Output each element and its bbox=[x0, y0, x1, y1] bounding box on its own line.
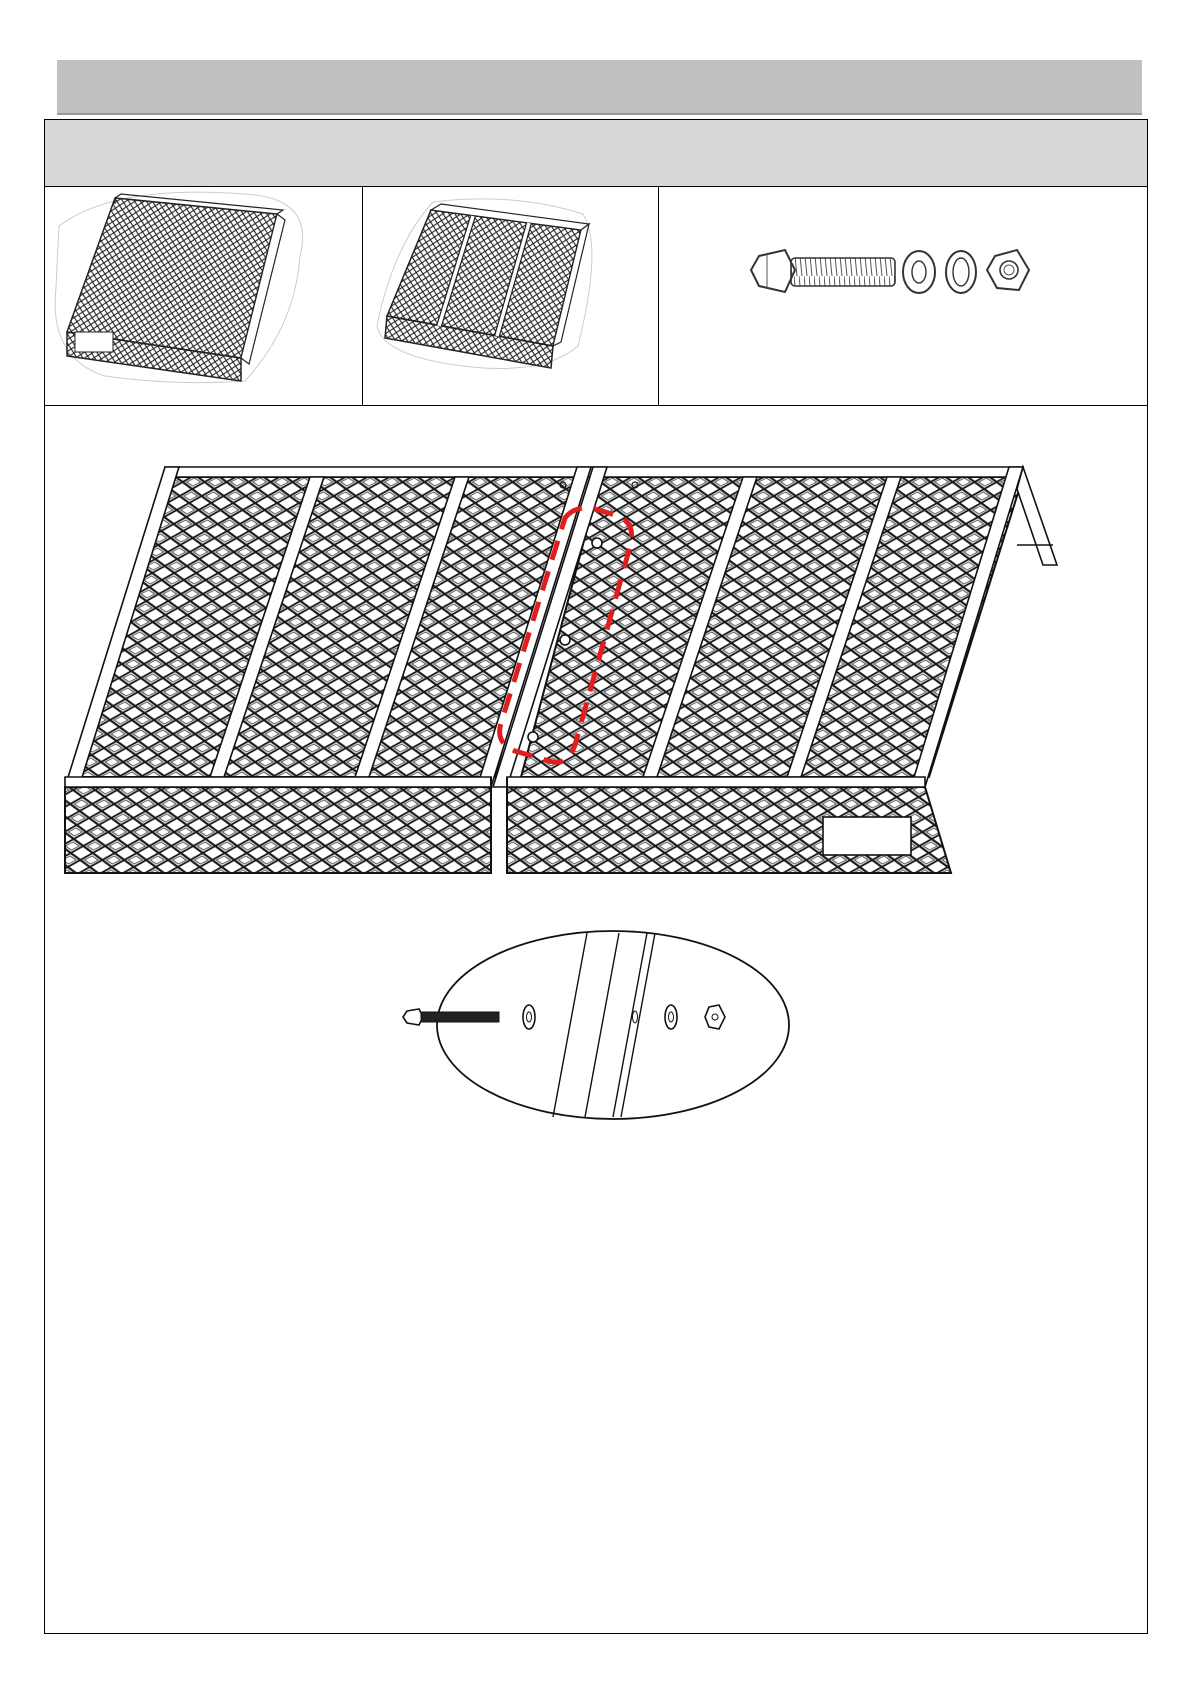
detail-zoom bbox=[403, 931, 789, 1119]
bolt-washer-nut-image bbox=[659, 186, 1147, 405]
instruction-frame bbox=[44, 119, 1148, 1634]
part-cell-hardware bbox=[659, 186, 1147, 405]
bolt-head bbox=[751, 250, 795, 292]
step-header bbox=[45, 120, 1147, 187]
left-front-panel bbox=[65, 787, 491, 873]
assembly-diagram bbox=[45, 405, 1147, 1633]
basket-a-image bbox=[45, 186, 363, 405]
assembly-illustration bbox=[45, 405, 1147, 1633]
parts-row bbox=[45, 186, 1147, 406]
part-cell-basket-a bbox=[45, 186, 363, 405]
part-cell-basket-b bbox=[363, 186, 659, 405]
basket-b-image bbox=[363, 186, 659, 405]
label-plate bbox=[823, 817, 911, 855]
top-banner bbox=[57, 60, 1142, 115]
right-module-floor bbox=[521, 477, 1023, 777]
